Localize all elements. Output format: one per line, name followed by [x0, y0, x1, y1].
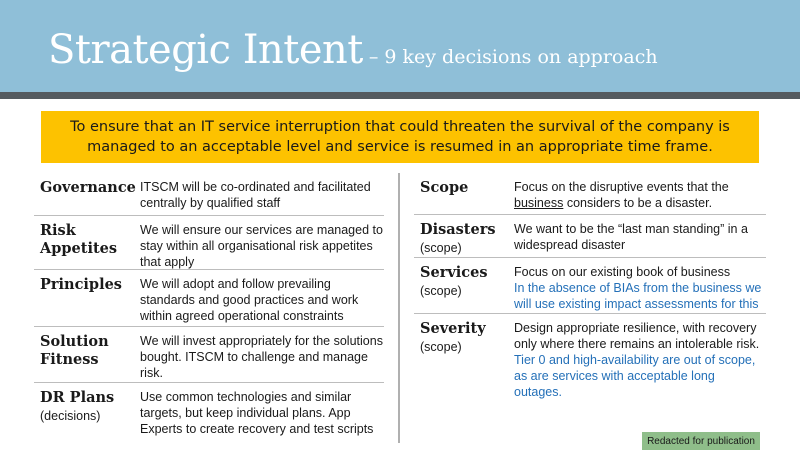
desc-note-blue: In the absence of BIAs from the business we will use existing impact assessments for this: [514, 281, 762, 311]
decision-row-scope: [414, 173, 766, 215]
term-cell: [34, 222, 140, 269]
header-rule: [0, 92, 800, 99]
term-name: Severity: [420, 320, 486, 337]
desc-text: Focus on our existing book of business: [514, 265, 731, 279]
banner-text: To ensure that an IT service interruption that could threaten the survival of the company is managed to an acceptable level and service is resumed in an appropriate time frame.: [70, 119, 730, 155]
term-name: Solution Fitness: [40, 333, 109, 368]
term-name: Governance: [40, 179, 136, 196]
decision-description: [514, 264, 766, 313]
term-name: DR Plans: [40, 389, 115, 406]
desc-underlined: business: [514, 196, 564, 210]
title-subtitle: – 9 key decisions on approach: [368, 46, 658, 68]
term-cell: [34, 389, 140, 441]
term-qualifier: (scope): [420, 241, 462, 255]
redaction-tag: Redacted for publication: [642, 432, 760, 450]
decision-row-severity: [414, 314, 766, 399]
decision-description: ITSCM will be co-ordinated and facilitated centrally by qualified staff: [140, 180, 371, 210]
term-name: Risk Appetites: [40, 222, 118, 257]
decision-row-solution-fitness: [34, 327, 384, 383]
term-name: Principles: [40, 276, 122, 293]
desc-text: considers to be a disaster.: [563, 196, 713, 210]
decision-description: We will invest appropriately for the solutions bought. ITSCM to challenge and manage risk.: [140, 334, 383, 380]
intent-banner: [41, 111, 759, 163]
column-divider: [398, 173, 400, 443]
title-main: Strategic Intent: [48, 27, 363, 73]
left-column: [34, 173, 384, 441]
decision-description: We will ensure our services are managed to stay within all organisational risk appetites that apply: [140, 223, 383, 269]
decision-description: Use common technologies and similar targets, but keep individual plans. App Experts to create recovery and test scripts: [140, 390, 374, 436]
desc-note-blue: Tier 0 and high-availability are out of scope, as are services with acceptable long outages.: [514, 353, 756, 399]
decision-row-governance: [34, 173, 384, 216]
term-cell: [34, 179, 140, 215]
desc-text: Design appropriate resilience, with recovery only where there remains an intolerable risk.: [514, 321, 760, 351]
term-cell: [414, 320, 514, 394]
right-column: [414, 173, 766, 399]
term-name: Services: [420, 264, 488, 281]
term-cell: [414, 221, 514, 257]
term-name: Scope: [420, 179, 469, 196]
slide-title: [48, 27, 658, 73]
term-qualifier: (scope): [420, 284, 462, 298]
decision-description: [514, 179, 766, 214]
decision-row-disasters: [414, 215, 766, 258]
decision-description: We will adopt and follow prevailing standards and good practices and work within agreed operational constraints: [140, 277, 359, 323]
term-name: Disasters: [420, 221, 496, 238]
decision-row-dr-plans: [34, 383, 384, 441]
decision-row-services: [414, 258, 766, 314]
term-qualifier: (decisions): [40, 409, 101, 423]
desc-text: Focus on the disruptive events that the: [514, 180, 729, 194]
decision-description: We want to be the “last man standing” in a widespread disaster: [514, 222, 748, 252]
term-cell: [414, 179, 514, 214]
decision-row-risk-appetites: [34, 216, 384, 270]
decision-description: [514, 320, 766, 399]
term-qualifier: (scope): [420, 340, 462, 354]
term-cell: [34, 333, 140, 382]
decision-row-principles: [34, 270, 384, 327]
term-cell: [414, 264, 514, 313]
term-cell: [34, 276, 140, 326]
